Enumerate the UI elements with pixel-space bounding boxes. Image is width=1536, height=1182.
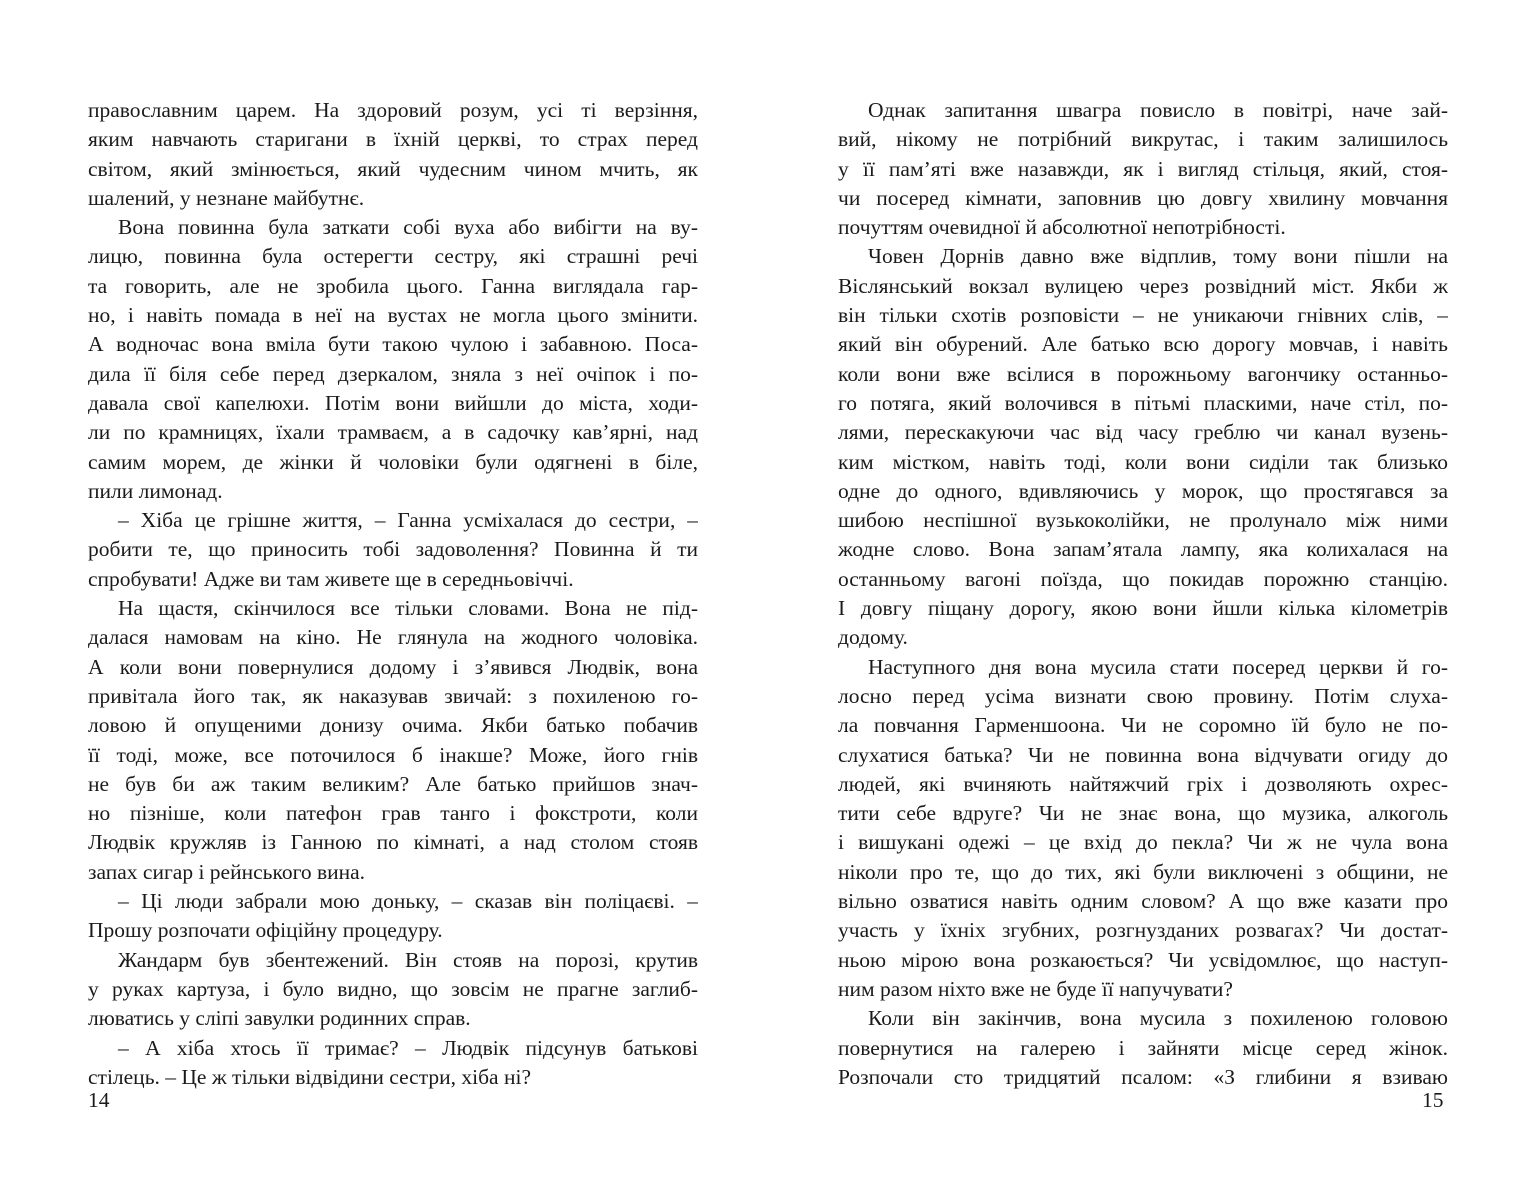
text-line: дила її біля себе перед дзеркалом, зняла з неї очіпок і по- bbox=[88, 361, 698, 386]
text-line: яким навчають старигани в їхній церкві, то страх перед bbox=[88, 127, 698, 152]
page-number-left: 14 bbox=[88, 1088, 110, 1112]
text-line: привітала його так, як наказував звичай: з похиленою го- bbox=[88, 683, 698, 708]
text-line: у її пам’яті вже назавжди, як і вигляд стільця, який, стоя- bbox=[838, 156, 1448, 181]
text-line: вільно озватися навіть одним словом? А що вже казати про bbox=[838, 889, 1448, 914]
text-line: і вишукані одежі – це вхід до пекла? Чи ж не чула вона bbox=[838, 830, 1448, 855]
text-line: шалений, у незнане майбутнє. bbox=[88, 185, 365, 210]
text-line: людей, які вчиняють найтяжчий гріх і дозволяють охрес- bbox=[838, 771, 1448, 796]
text-line: Людвік кружляв із Ганною по кімнаті, а над столом стояв bbox=[88, 830, 698, 855]
text-line: На щастя, скінчилося все тільки словами. Вона не під- bbox=[118, 596, 698, 621]
text-line: спробувати! Адже ви там живете ще в середньовіччі. bbox=[88, 566, 574, 591]
text-line: чи посеред кімнати, заповнив цю довгу хвилину мовчання bbox=[838, 185, 1448, 210]
text-line: православним царем. На здоровий розум, усі ті верзіння, bbox=[88, 98, 698, 122]
text-line: Однак запитання швагра повисло в повітрі, наче зай- bbox=[868, 98, 1448, 122]
text-line: повернутися на галерею і зайняти місце серед жінок. bbox=[838, 1035, 1448, 1060]
text-line: – Ці люди забрали мою доньку, – сказав він поліцаєві. – bbox=[118, 889, 698, 914]
text-line: який він обурений. Але батько всю дорогу мовчав, і навіть bbox=[838, 332, 1448, 357]
text-line: люватись у сліпі завулки родинних справ. bbox=[88, 1006, 471, 1031]
text-line: ним разом ніхто вже не буде її напучувати? bbox=[838, 976, 1233, 1001]
text-line: Човен Дорнів давно вже відплив, тому вони пішли на bbox=[868, 244, 1448, 269]
text-line: Жандарм був збентежений. Він стояв на порозі, крутив bbox=[118, 947, 698, 972]
text-line: одне до одного, вдивляючись у морок, що простягався за bbox=[838, 478, 1448, 503]
text-line: самим морем, де жінки й чоловіки були одягнені в біле, bbox=[88, 449, 698, 474]
text-line: коли вони вже всілися в порожньому вагончику останньо- bbox=[838, 361, 1448, 386]
left-page-text bbox=[88, 96, 698, 1092]
text-line: А водночас вона вміла бути такою чулою і забавною. Поса- bbox=[88, 332, 698, 357]
text-line: світом, який змінюється, який чудесним чином мчить, як bbox=[88, 156, 698, 181]
text-line: тити себе вдруге? Чи не знає вона, що музика, алкоголь bbox=[838, 801, 1448, 826]
text-line: Коли він закінчив, вона мусила з похиленою головою bbox=[868, 1006, 1448, 1031]
text-line: Наступного дня вона мусила стати посеред церкви й го- bbox=[868, 654, 1448, 679]
text-line: вий, нікому не потрібний викрутас, і таким залишилось bbox=[838, 127, 1448, 152]
text-line: А коли вони повернулися додому і з’явився Людвік, вона bbox=[88, 654, 698, 679]
text-line: лицю, повинна була остерегти сестру, які страшні речі bbox=[88, 244, 698, 269]
text-line: – А хіба хтось її тримає? – Людвік підсунув батькові bbox=[118, 1035, 698, 1060]
text-line: запах сигар і рейнського вина. bbox=[88, 859, 366, 884]
text-line: останньому вагоні поїзда, що покидав порожню станцію. bbox=[838, 566, 1448, 591]
text-line: не був би аж таким великим? Але батько прийшов знач- bbox=[88, 771, 698, 796]
text-line: ньою мірою вона розкаюється? Чи усвідомлює, що наступ- bbox=[838, 947, 1448, 972]
text-line: давала свої капелюхи. Потім вони вийшли до міста, ходи- bbox=[88, 390, 698, 415]
text-line: пили лимонад. bbox=[88, 478, 223, 503]
page-number-right: 15 bbox=[1422, 1088, 1444, 1112]
text-line: шибою неспішної вузькоколійки, не пролунало між ними bbox=[838, 508, 1448, 533]
text-line: ловою й опущеними донизу очима. Якби батько побачив bbox=[88, 713, 698, 738]
text-line: лосно перед усіма визнати свою провину. Потім слуха- bbox=[838, 683, 1448, 708]
text-line: він тільки схотів розповісти – не уникаючи гнівних слів, – bbox=[838, 303, 1448, 328]
text-line: Розпочали сто тридцятий псалом: «З глибини я взиваю bbox=[838, 1064, 1448, 1089]
text-line: Прошу розпочати офіційну процедуру. bbox=[88, 918, 443, 943]
text-line: почуттям очевидної й абсолютної непотрібності. bbox=[838, 215, 1286, 240]
right-page-text bbox=[838, 96, 1448, 1092]
text-line: слухатися батька? Чи не повинна вона відчувати огиду до bbox=[838, 742, 1448, 767]
text-line: її тоді, може, все поточилося б інакше? Може, його гнів bbox=[88, 742, 698, 767]
text-line: додому. bbox=[838, 625, 908, 650]
text-line: та говорить, але не зробила цього. Ганна виглядала гар- bbox=[88, 273, 698, 298]
text-line: – Хіба це грішне життя, – Ганна усміхалася до сестри, – bbox=[118, 508, 698, 533]
text-line: лями, перескакуючи час від часу греблю чи канал вузень- bbox=[838, 420, 1448, 445]
text-line: но пізніше, коли патефон грав танго і фокстроти, коли bbox=[88, 801, 698, 826]
text-line: у руках картуза, і було видно, що зовсім не прагне заглиб- bbox=[88, 976, 698, 1001]
text-line: жодне слово. Вона запам’ятала лампу, яка колихалася на bbox=[838, 537, 1448, 562]
text-line: робити те, що приносить тобі задоволення? Повинна й ти bbox=[88, 537, 698, 562]
text-line: го потяга, який волочився в пітьмі плаcкими, наче стіл, по- bbox=[838, 390, 1448, 415]
text-line: І довгу піщану дорогу, якою вони йшли кілька кілометрів bbox=[838, 596, 1448, 621]
text-line: ким містком, навіть тоді, коли вони сиділи так близько bbox=[838, 449, 1448, 474]
text-line: ла повчання Гарменшоона. Чи не соромно їй було не по- bbox=[838, 713, 1448, 738]
text-line: ли по крамницях, їхали трамваєм, а в садочку кав’ярні, над bbox=[88, 420, 698, 445]
text-line: но, і навіть помада в неї на вустах не могла цього змінити. bbox=[88, 303, 698, 328]
text-line: Вона повинна була заткати собі вуха або вибігти на ву- bbox=[118, 215, 698, 240]
text-line: стілець. – Це ж тільки відвідини сестри, хіба ні? bbox=[88, 1064, 531, 1089]
text-line: далася намовам на кіно. Не глянула на жодного чоловіка. bbox=[88, 625, 698, 650]
text-line: участь у їхніх згубних, розгнузданих розвагах? Чи достат- bbox=[838, 918, 1448, 943]
text-line: Віслянський вокзал вулицею через розвідний міст. Якби ж bbox=[838, 273, 1448, 298]
text-line: ніколи про те, що до тих, які були виключені з общини, не bbox=[838, 859, 1448, 884]
